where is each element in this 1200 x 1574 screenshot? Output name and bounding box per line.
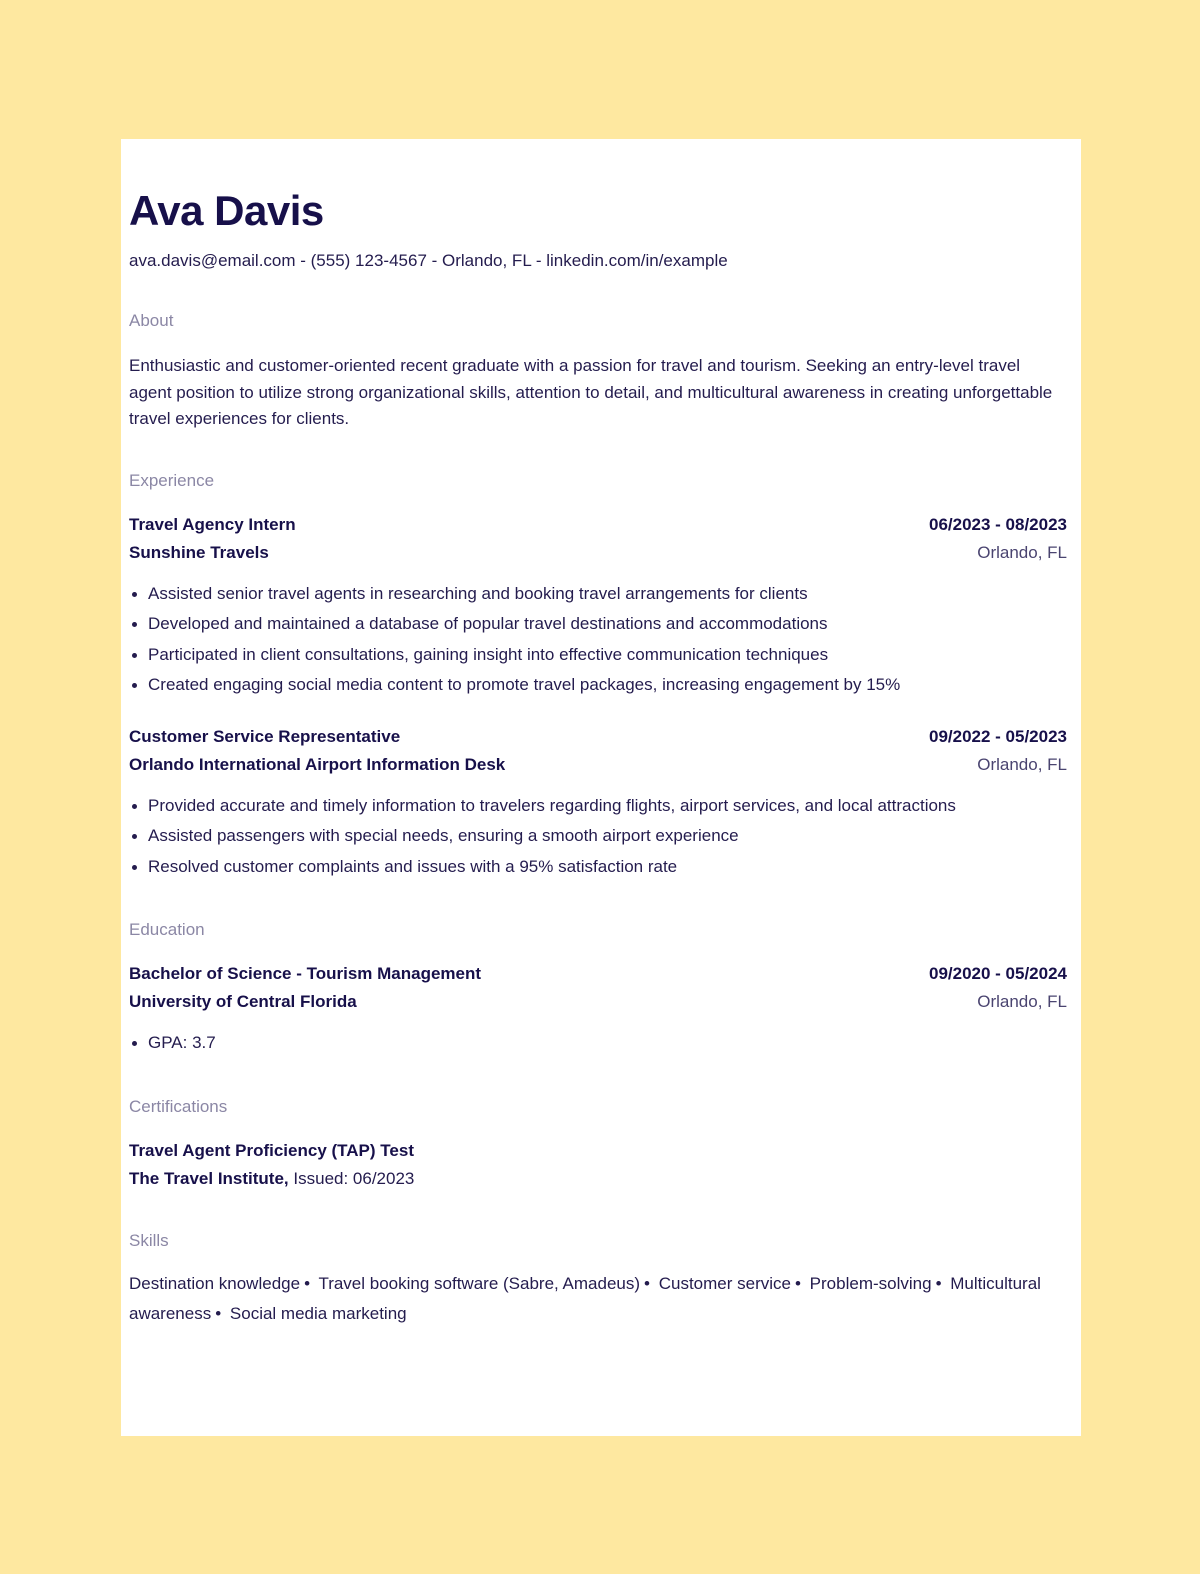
experience-entry (129, 511, 1067, 701)
section-title-about: About (129, 311, 174, 330)
education-bullets (129, 1028, 1067, 1059)
bullet-item: Assisted senior travel agents in researching and booking travel arrangements for clients (148, 579, 1067, 610)
bullet-item: Assisted passengers with special needs, ensuring a smooth airport experience (148, 821, 1067, 852)
skill-item: Multicultural awareness (129, 1273, 1041, 1323)
skill-separator: • (304, 1273, 311, 1293)
bullet-item: Provided accurate and timely information to travelers regarding flights, airport services, and local attractions (148, 791, 1067, 822)
bullet-item: Developed and maintained a database of popular travel destinations and accommodations (148, 609, 1067, 640)
job-dates: 06/2023 - 08/2023 (928, 514, 1067, 534)
skills-list (129, 1269, 1067, 1329)
skill-separator: • (215, 1303, 222, 1323)
job-dates: 09/2022 - 05/2023 (928, 726, 1067, 746)
skill-item: Customer service (658, 1273, 791, 1293)
skill-separator: • (935, 1273, 942, 1293)
certification-name: Travel Agent Proficiency (TAP) Test (129, 1140, 414, 1160)
company-name: Orlando International Airport Information Desk (129, 754, 506, 774)
education-entry (129, 960, 1067, 1059)
bullet-item: Created engaging social media content to promote travel packages, increasing engagement by 15% (148, 670, 1067, 701)
job-bullets (129, 579, 1067, 701)
degree-title: Bachelor of Science - Tourism Management (129, 964, 482, 983)
job-location: Orlando, FL (977, 542, 1067, 562)
about-text: Enthusiastic and customer-oriented recent graduate with a passion for travel and tourism. Seeking an entry-level travel agent position to utilize strong organizational skills, attention to detail, and multicultural awareness in creating unforgettable travel experiences for clients. (129, 356, 1053, 428)
job-bullets (129, 791, 1067, 883)
education-dates: 09/2020 - 05/2024 (928, 964, 1067, 983)
school-location: Orlando, FL (977, 992, 1067, 1011)
resume-page (121, 139, 1081, 1436)
section-title-skills: Skills (129, 1230, 169, 1250)
candidate-name: Ava Davis (129, 187, 324, 234)
bullet-item: Participated in client consultations, gaining insight into effective communication techniques (148, 640, 1067, 671)
skill-item: Destination knowledge (129, 1273, 301, 1293)
job-title: Customer Service Representative (129, 726, 401, 746)
job-location: Orlando, FL (977, 754, 1067, 774)
skill-item: Social media marketing (229, 1303, 407, 1323)
company-name: Sunshine Travels (129, 542, 269, 562)
skill-item: Problem-solving (809, 1273, 932, 1293)
job-title: Travel Agency Intern (129, 514, 296, 534)
section-title-experience: Experience (129, 470, 215, 490)
skill-separator: • (644, 1273, 650, 1293)
skill-item: Travel booking software (Sabre, Amadeus) (318, 1273, 641, 1293)
experience-entry (129, 723, 1067, 883)
certification-issuer: The Travel Institute, (129, 1168, 289, 1188)
bullet-item: GPA: 3.7 (148, 1028, 1067, 1059)
skill-separator: • (794, 1273, 801, 1293)
school-name: University of Central Florida (129, 992, 357, 1011)
certification-details (129, 1165, 1067, 1193)
section-title-education: Education (129, 920, 205, 939)
section-title-certifications: Certifications (129, 1096, 228, 1116)
contact-line: ava.davis@email.com - (555) 123-4567 - Orlando, FL - linkedin.com/in/example (129, 251, 728, 270)
certification-issued: Issued: 06/2023 (293, 1168, 415, 1188)
bullet-item: Resolved customer complaints and issues with a 95% satisfaction rate (148, 852, 1067, 883)
